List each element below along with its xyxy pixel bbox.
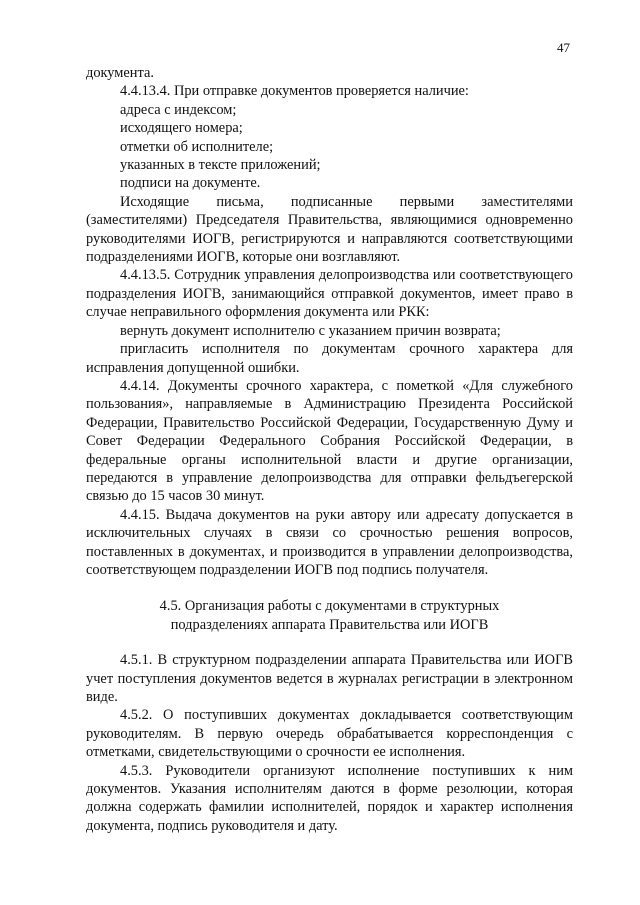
paragraph: документа.: [86, 65, 154, 81]
paragraph: 4.4.13.5. Сотрудник управления делопроизводства или соответствующего подразделения ИОГВ, занимающийся отправкой документов, имеет право в случае неправильного оформления документа или РКК:: [86, 267, 573, 321]
list-item: указанных в тексте приложений;: [120, 157, 321, 174]
paragraph: Исходящие письма, подписанные первыми заместителями (заместителями) Председателя Правительства, являющимися одновременно руководителями ИОГВ, регистрируются и направляются соответствующими подразделениями ИОГВ, которые они возглавляют.: [86, 193, 573, 266]
list-item: пригласить исполнителя по документам срочного характера для исправления допущенной ошибки.: [86, 341, 573, 376]
paragraph: 4.5.1. В структурном подразделении аппарата Правительства или ИОГВ учет поступления документов ведется в журналах регистрации в электронном виде.: [86, 652, 573, 705]
paragraph: 4.4.13.4. При отправке документов проверяется наличие:: [120, 83, 469, 100]
page-number: 47: [557, 40, 570, 55]
document-body: [86, 64, 573, 835]
list-item: адреса с индексом;: [120, 101, 237, 118]
paragraph: 4.4.14. Документы срочного характера, с пометкой «Для служебного пользования», направляемые в Администрацию Президента Российской Федерации, Правительство Российской Федерации, Государственную Думу и Совет Федерации Федерального Собрания Российской Федерации, в федеральные органы исполнительной власти и другие организации, передаются в управление делопроизводства для отправки фельдъегерской связью до 15 часов 30 минут.: [86, 377, 573, 505]
section-heading-line: подразделениях аппарата Правительства или ИОГВ: [170, 616, 489, 633]
list-item: вернуть документ исполнителю с указанием причин возврата;: [120, 322, 501, 339]
list-item: подписи на документе.: [120, 175, 261, 192]
section-heading: [86, 597, 573, 634]
paragraph: 4.5.3. Руководители организуют исполнение поступивших к ним документов. Указания исполнителям даются в форме резолюции, которая должна содержать фамилии исполнителей, порядок и характер исполнения документа, подпись руководителя и дату.: [86, 762, 573, 834]
section-heading-line: 4.5. Организация работы с документами в структурных: [159, 598, 500, 615]
paragraph: 4.5.2. О поступивших документах докладывается соответствующим руководителям. В первую очередь обрабатывается корреспонденция с отметками, свидетельствующими о срочности ее исполнения.: [86, 707, 573, 761]
list-item: отметки об исполнителе;: [120, 138, 274, 155]
list-item: исходящего номера;: [120, 120, 243, 137]
paragraph: 4.4.15. Выдача документов на руки автору или адресату допускается в исключительных случаях в связи со срочностью решения вопросов, поставленных в документах, и производится в управлении делопроизводства, соответствующем подразделении ИОГВ под подпись получателя.: [86, 506, 573, 578]
